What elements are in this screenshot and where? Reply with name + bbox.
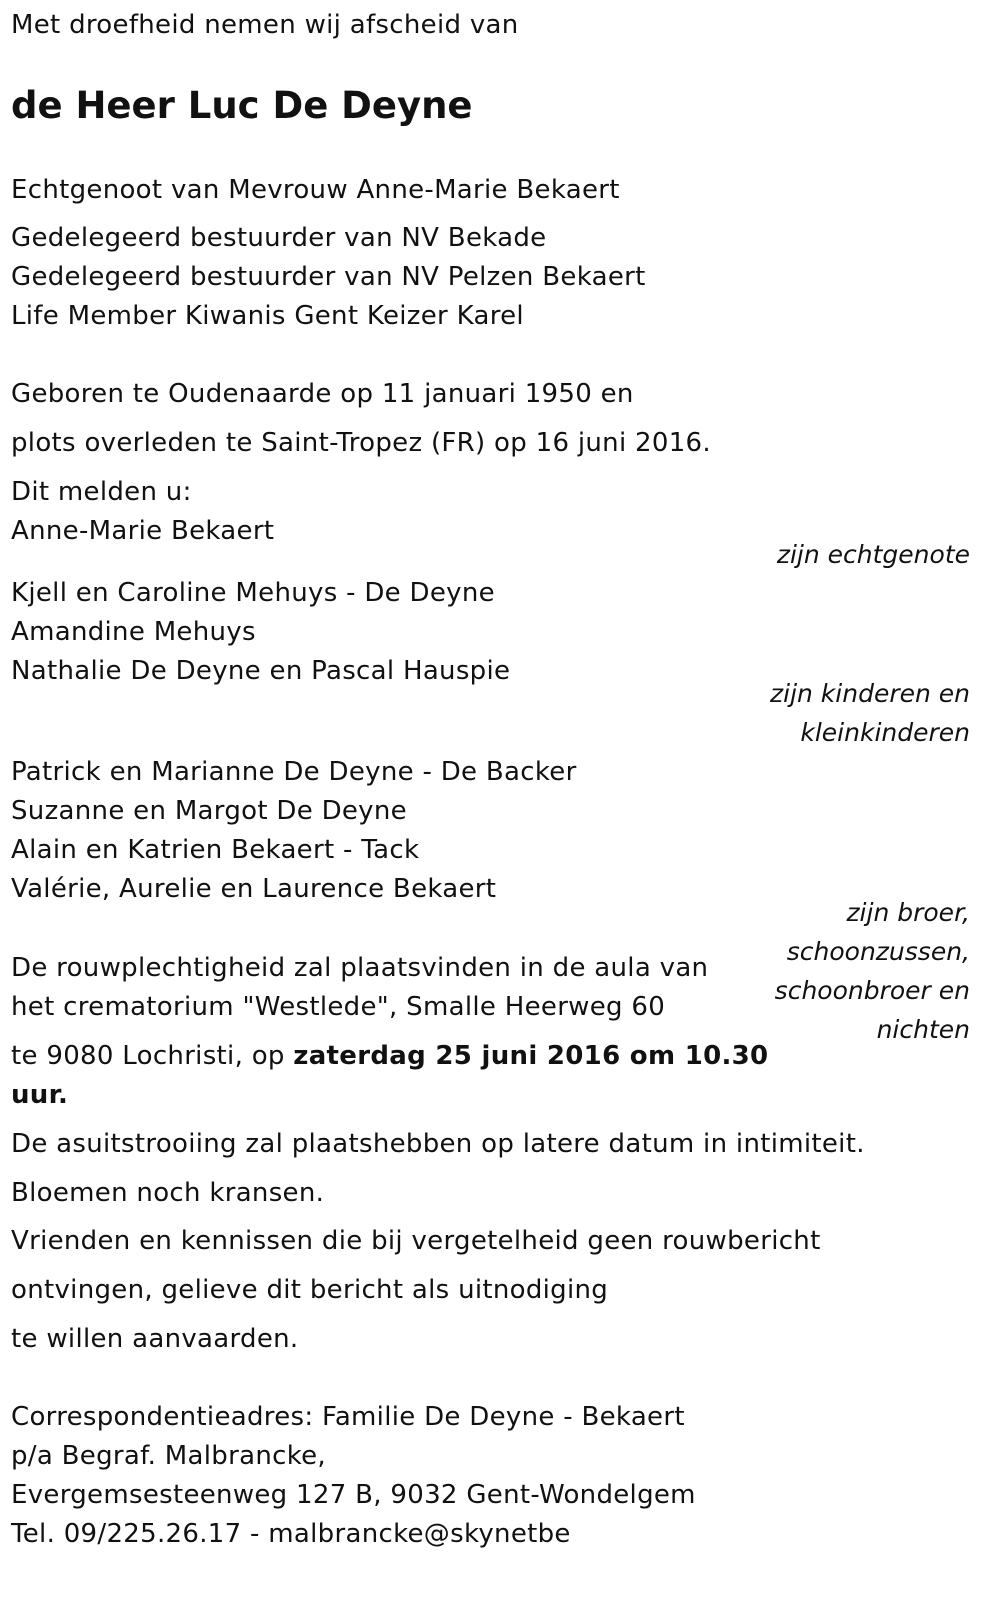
note-text: Vrienden en kennissen die bij vergetelheid geen rouwbericht bbox=[11, 1226, 821, 1256]
title-line: Gedelegeerd bestuurder van NV Pelzen Bekaert bbox=[11, 262, 646, 292]
ceremony-text: De rouwplechtigheid zal plaatsvinden in de aula van bbox=[11, 953, 709, 983]
sibling-name: Alain en Katrien Bekaert - Tack bbox=[11, 835, 420, 865]
birth-text: Geboren te Oudenaarde op 11 januari 1950 en bbox=[11, 379, 634, 409]
spouse-name: Anne-Marie Bekaert bbox=[11, 516, 275, 546]
announce-text: Dit melden u: bbox=[11, 477, 192, 507]
correspondence-line: Evergemsesteenweg 127 B, 9032 Gent-Wondelgem bbox=[11, 1480, 696, 1510]
sibling-name: Suzanne en Margot De Deyne bbox=[11, 796, 407, 826]
correspondence-line: p/a Begraf. Malbrancke, bbox=[11, 1441, 326, 1471]
ceremony-date: uur. bbox=[11, 1080, 69, 1110]
sibling-name: Valérie, Aurelie en Laurence Bekaert bbox=[11, 874, 497, 904]
deceased-name: de Heer Luc De Deyne bbox=[11, 84, 473, 127]
title-line: Life Member Kiwanis Gent Keizer Karel bbox=[11, 301, 524, 331]
ceremony-text: het crematorium "Westlede", Smalle Heerweg 60 bbox=[11, 992, 666, 1022]
death-text: plots overleden te Saint-Tropez (FR) op 16 juni 2016. bbox=[11, 428, 711, 458]
child-name: Kjell en Caroline Mehuys - De Deyne bbox=[11, 578, 495, 608]
correspondence-line: Correspondentieadres: Familie De Deyne - Bekaert bbox=[11, 1402, 685, 1432]
title-line: Gedelegeerd bestuurder van NV Bekade bbox=[11, 223, 547, 253]
ceremony-date: zaterdag 25 juni 2016 om 10.30 bbox=[293, 1041, 769, 1071]
child-name: Amandine Mehuys bbox=[11, 617, 256, 647]
siblings-role: schoonbroer en bbox=[774, 976, 970, 1005]
note-text: te willen aanvaarden. bbox=[11, 1324, 299, 1354]
title-line: Echtgenoot van Mevrouw Anne-Marie Bekaert bbox=[11, 175, 620, 205]
note-text: ontvingen, gelieve dit bericht als uitnodiging bbox=[11, 1275, 609, 1305]
spouse-role: zijn echtgenote bbox=[776, 540, 970, 569]
siblings-role: nichten bbox=[876, 1015, 970, 1044]
note-text: Bloemen noch kransen. bbox=[11, 1178, 325, 1208]
ceremony-time bbox=[11, 1078, 68, 1112]
ceremony-location: te 9080 Lochristi, op bbox=[11, 1041, 294, 1071]
note-text: De asuitstrooiing zal plaatshebben op latere datum in intimiteit. bbox=[11, 1129, 865, 1159]
siblings-role: schoonzussen, bbox=[786, 937, 970, 966]
siblings-role: zijn broer, bbox=[846, 898, 970, 927]
correspondence-line: Tel. 09/225.26.17 - malbrancke@skynetbe bbox=[11, 1519, 571, 1549]
ceremony-date-line bbox=[11, 1039, 768, 1073]
children-role: zijn kinderen en bbox=[770, 679, 970, 708]
intro-text: Met droefheid nemen wij afscheid van bbox=[11, 10, 519, 40]
sibling-name: Patrick en Marianne De Deyne - De Backer bbox=[11, 757, 577, 787]
children-role: kleinkinderen bbox=[800, 718, 970, 747]
child-name: Nathalie De Deyne en Pascal Hauspie bbox=[11, 656, 511, 686]
